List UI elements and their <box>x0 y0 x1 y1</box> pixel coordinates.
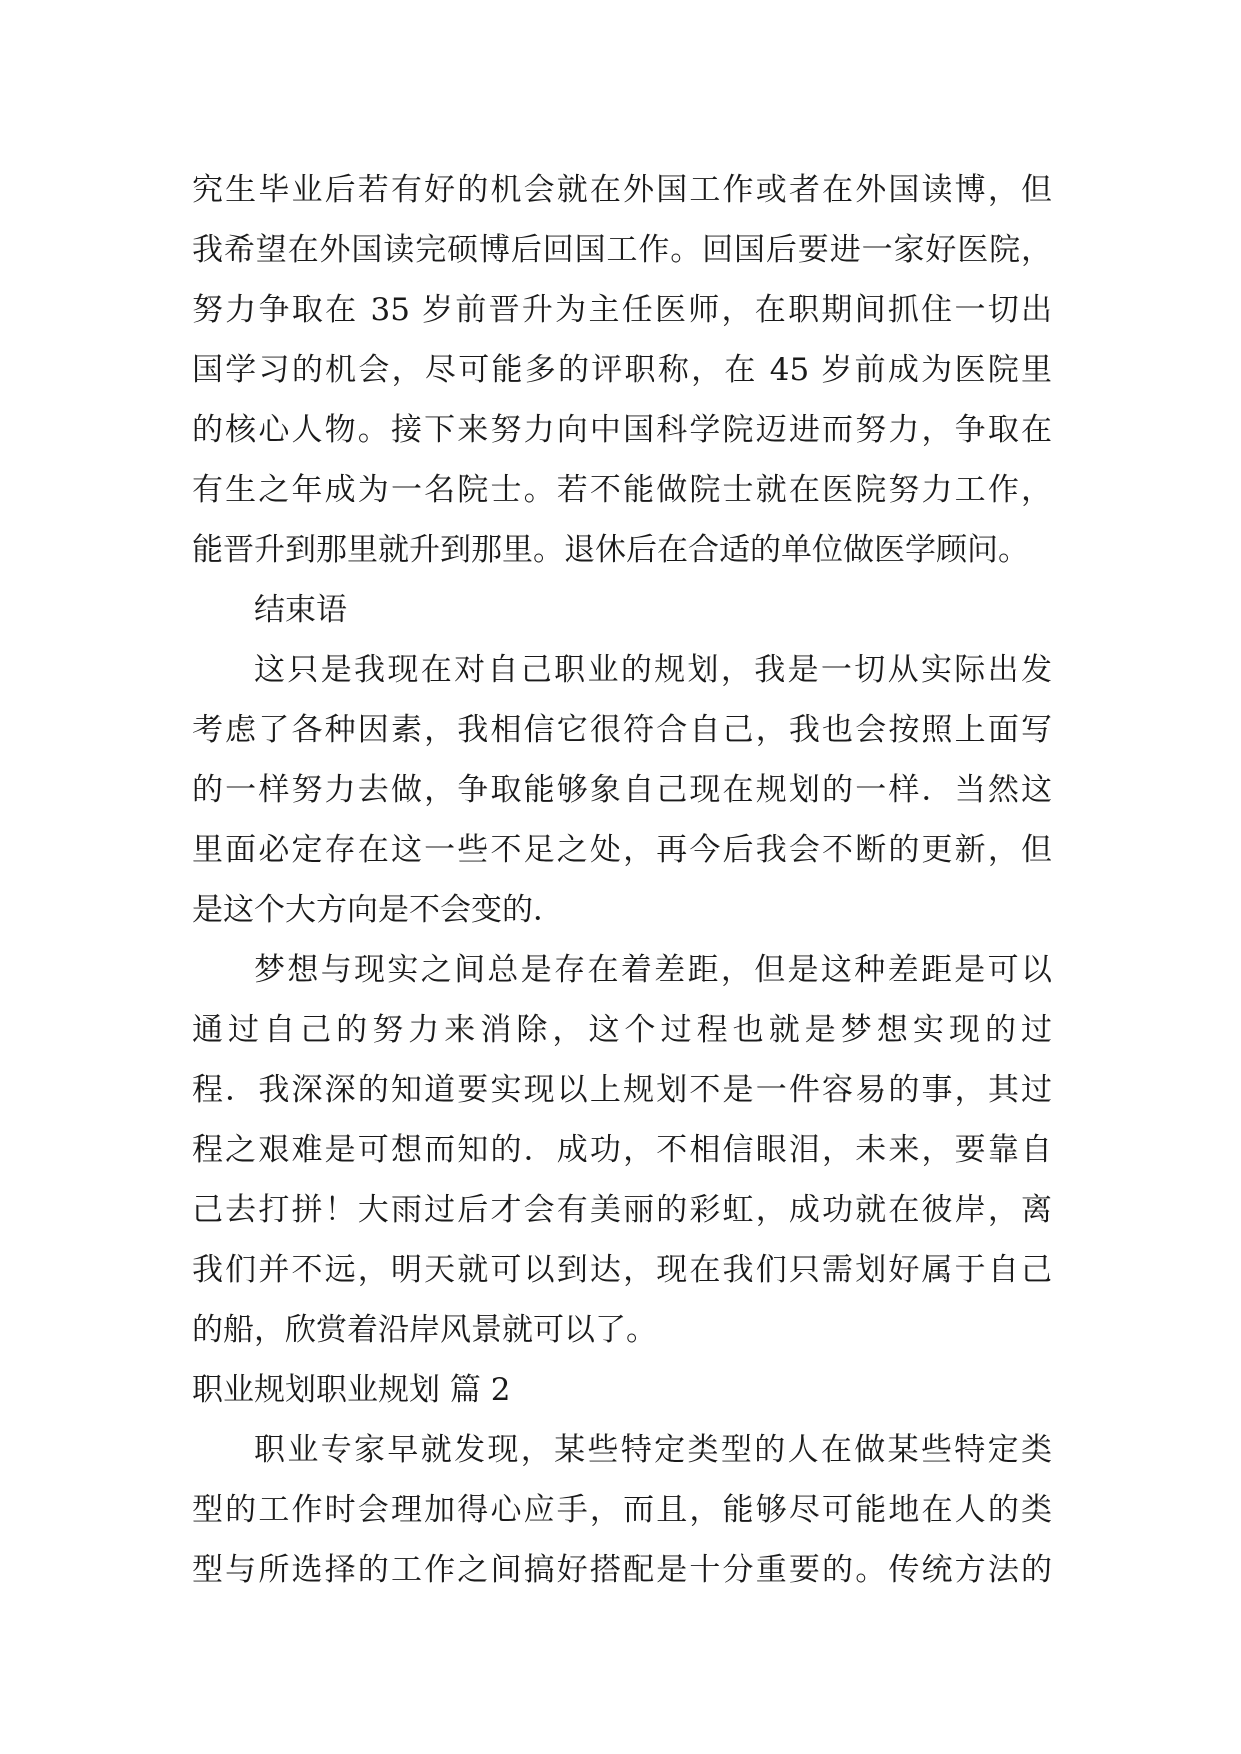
paragraph-line: 的船，欣赏着沿岸风景就可以了。 <box>192 1312 657 1348</box>
section-heading: 职业规划职业规划 篇 2 <box>192 1372 511 1408</box>
document-body <box>192 160 1092 1600</box>
paragraph-line: 型与所选择的工作之间搞好搭配是十分重要的。传统方法的 <box>192 1552 1052 1588</box>
paragraph-line: 有生之年成为一名院士。若不能做院士就在医院努力工作， <box>192 472 1052 508</box>
paragraph-line: 是这个大方向是不会变的． <box>192 892 564 928</box>
paragraph-line: 程之艰难是可想而知的．成功，不相信眼泪，未来，要靠自 <box>192 1132 1052 1168</box>
paragraph-line: 这只是我现在对自己职业的规划，我是一切从实际出发 <box>254 652 1052 688</box>
paragraph-line: 能晋升到那里就升到那里。退休后在合适的单位做医学顾问。 <box>192 532 1029 568</box>
paragraph-line: 通过自己的努力来消除，这个过程也就是梦想实现的过 <box>192 1012 1052 1048</box>
paragraph-line: 程．我深深的知道要实现以上规划不是一件容易的事，其过 <box>192 1072 1052 1108</box>
paragraph-line: 努力争取在 35 岁前晋升为主任医师，在职期间抓住一切出 <box>192 292 1052 328</box>
paragraph-line: 职业专家早就发现，某些特定类型的人在做某些特定类 <box>254 1432 1052 1468</box>
paragraph-line: 里面必定存在这一些不足之处，再今后我会不断的更新，但 <box>192 832 1052 868</box>
paragraph-line: 的一样努力去做，争取能够象自己现在规划的一样．当然这 <box>192 772 1052 808</box>
paragraph-line: 己去打拼！大雨过后才会有美丽的彩虹，成功就在彼岸，离 <box>192 1192 1052 1228</box>
paragraph-line: 我希望在外国读完硕博后回国工作。回国后要进一家好医院， <box>192 232 1052 268</box>
paragraph-line: 考虑了各种因素，我相信它很符合自己，我也会按照上面写 <box>192 712 1052 748</box>
paragraph-line: 型的工作时会理加得心应手，而且，能够尽可能地在人的类 <box>192 1492 1052 1528</box>
paragraph-line: 国学习的机会，尽可能多的评职称，在 45 岁前成为医院里 <box>192 352 1052 388</box>
paragraph-line: 究生毕业后若有好的机会就在外国工作或者在外国读博，但 <box>192 172 1052 208</box>
paragraph-line: 结束语 <box>254 592 347 628</box>
paragraph-line: 我们并不远，明天就可以到达，现在我们只需划好属于自己 <box>192 1252 1052 1288</box>
paragraph-line: 的核心人物。接下来努力向中国科学院迈进而努力，争取在 <box>192 412 1052 448</box>
paragraph-line: 梦想与现实之间总是存在着差距，但是这种差距是可以 <box>254 952 1052 988</box>
